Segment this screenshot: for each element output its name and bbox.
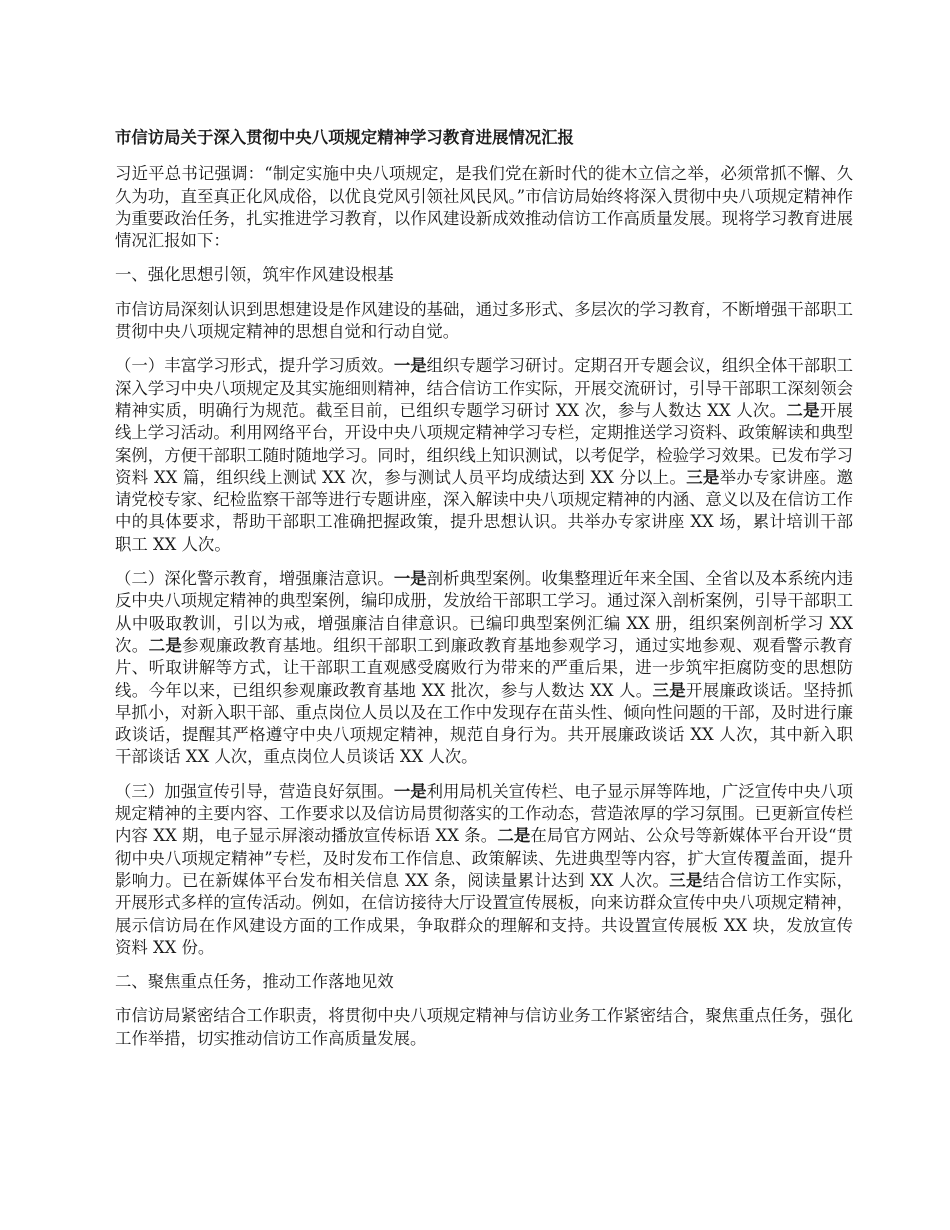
- document-page: [115, 127, 853, 1062]
- point-3-text: 结合信访工作实际，开展形式多样的宣传活动。例如，在信访接待大厅设置宣传展板，向来访群众宣传中央八项规定精神，展示信访局在作风建设方面的工作成果，争取群众的理解和支持。共设置宣传展板 XX 块，发放宣传资料 XX 份。: [115, 870, 854, 957]
- point-1-text: 利用局机关宣传栏、电子显示屏等阵地，广泛宣传中央八项规定精神的主要内容、工作要求以及信访局贯彻落实的工作动态，营造浓厚的学习氛围。已更新宣传栏内容 XX 期，电子显示屏滚动播放宣传标语 XX 条。: [115, 781, 854, 846]
- point-3-text: 开展廉政谈话。坚持抓早抓小，对新入职干部、重点岗位人员以及在工作中发现存在苗头性、倾向性问题的干部，及时进行廉政谈话，提醒其严格遵守中央八项规定精神，规范自身行为。共开展廉政谈话 XX 人次，其中新入职干部谈话 XX 人次，重点岗位人员谈话 XX 人次。: [115, 680, 854, 767]
- subsection-1-paragraph: [115, 355, 853, 556]
- point-2-marker: 二是: [497, 826, 531, 846]
- section-2-lead-paragraph: 市信访局紧密结合工作职责，将贯彻中央八项规定精神与信访业务工作紧密结合，聚焦重点任务，强化工作举措，切实推动信访工作高质量发展。: [115, 1006, 853, 1048]
- point-2-text: 开展线上学习活动。利用网络平台，开设中央八项规定精神学习专栏，定期推送学习资料、政策解读和典型案例，方便干部职工随时随地学习。同时，组织线上知识测试，以考促学，检验学习效果。已发布学习资料 XX 篇，组织线上测试 XX 次，参与测试人员平均成绩达到 XX 分以上。: [115, 400, 854, 487]
- document-title: 市信访局关于深入贯彻中央八项规定精神学习教育进展情况汇报: [115, 128, 574, 147]
- point-2-text: 参观廉政教育基地。组织干部职工到廉政教育基地参观学习，通过实地参观、观看警示教育片、听取讲解等方式，让干部职工直观感受腐败行为带来的严重后果，进一步筑牢拒腐防变的思想防线。今年以来，已组织参观廉政教育基地 XX 批次，参与人数达 XX 人。: [115, 635, 854, 700]
- point-3-text: 举办专家讲座。邀请党校专家、纪检监察干部等进行专题讲座，深入解读中央八项规定精神的内涵、意义以及在信访工作中的具体要求，帮助干部职工准确把握政策，提升思想认识。共举办专家讲座 XX 场，累计培训干部职工 XX 人次。: [115, 467, 854, 554]
- point-3-marker: 三是: [669, 870, 703, 890]
- subsection-3-label: （三）加强宣传引导，营造良好氛围。: [115, 781, 394, 801]
- point-2-marker: 二是: [786, 400, 820, 420]
- subsection-2-label: （二）深化警示教育，增强廉洁意识。: [115, 569, 394, 589]
- subsection-2-paragraph: [115, 568, 853, 769]
- section-1-lead-paragraph: 市信访局深刻认识到思想建设是作风建设的基础，通过多形式、多层次的学习教育，不断增强干部职工贯彻中央八项规定精神的思想自觉和行动自觉。: [115, 299, 853, 342]
- subsection-1-label: （一）丰富学习形式，提升学习质效。: [115, 356, 394, 376]
- section-1-heading: 一、强化思想引领，筑牢作风建设根基: [115, 265, 394, 285]
- subsection-3-paragraph: [115, 781, 853, 959]
- point-1-text: 剖析典型案例。收集整理近年来全国、全省以及本系统内违反中央八项规定精神的典型案例，编印成册，发放给干部职工学习。通过深入剖析案例，引导干部职工从中吸取教训，引以为戒，增强廉洁自律意识。已编印典型案例汇编 XX 册，组织案例剖析学习 XX 次。: [115, 569, 854, 655]
- point-2-marker: 二是: [148, 635, 183, 655]
- point-3-marker: 三是: [686, 467, 720, 487]
- point-3-marker: 三是: [652, 680, 686, 700]
- point-2-text: 在局官方网站、公众号等新媒体平台开设“贯彻中央八项规定精神”专栏，及时发布工作信息、政策解读、先进典型等内容，扩大宣传覆盖面，提升影响力。已在新媒体平台发布相关信息 XX 条，阅读量累计达到 XX 人次。: [115, 826, 854, 890]
- intro-paragraph: 习近平总书记强调：“制定实施中央八项规定，是我们党在新时代的徙木立信之举，必须常抓不懈、久久为功，直至真正化风成俗，以优良党风引领社风民风。”市信访局始终将深入贯彻中央八项规定精神作为重要政治任务，扎实推进学习教育，以作风建设新成效推动信访工作高质量发展。现将学习教育进展情况汇报如下：: [115, 164, 853, 251]
- section-2-heading: 二、聚焦重点任务，推动工作落地见效: [115, 972, 394, 992]
- point-1-marker: 一是: [393, 781, 427, 801]
- point-1-text: 组织专题学习研讨。定期召开专题会议，组织全体干部职工深入学习中央八项规定及其实施细则精神，结合信访工作实际，开展交流研讨，引导干部职工深刻领会精神实质，明确行为规范。截至目前，已组织专题学习研讨 XX 次，参与人数达 XX 人次。: [115, 356, 854, 420]
- point-1-marker: 一是: [393, 356, 427, 376]
- point-1-marker: 一是: [393, 569, 427, 589]
